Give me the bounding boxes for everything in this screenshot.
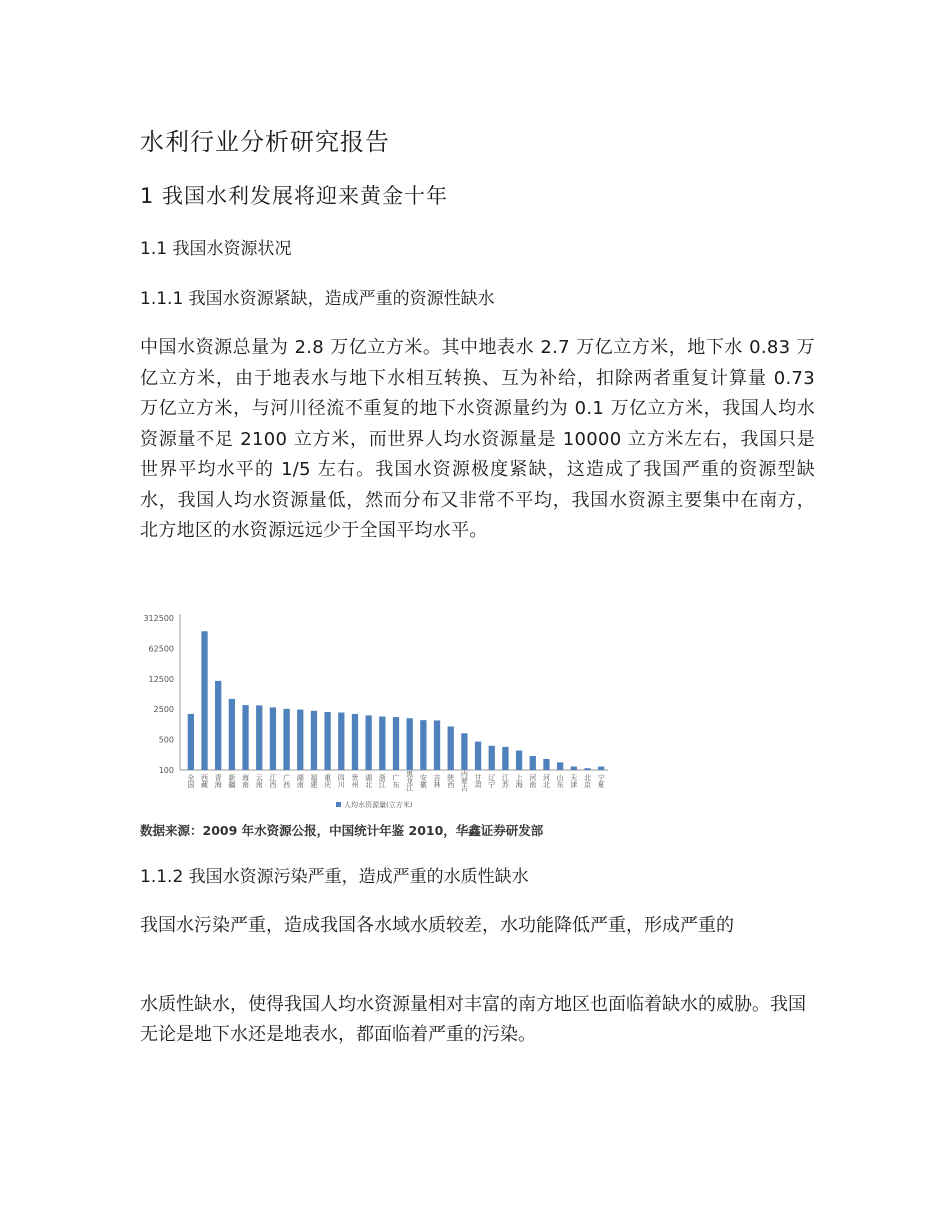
x-category-label: 安徽 <box>419 774 428 788</box>
bar <box>283 709 289 770</box>
bar <box>242 705 248 770</box>
bar <box>256 705 262 770</box>
y-tick-label: 312500 <box>143 614 174 623</box>
bar <box>461 733 467 770</box>
bar <box>557 762 563 770</box>
bar <box>434 720 440 770</box>
x-category-label: 江西 <box>268 774 277 788</box>
y-tick-label: 12500 <box>148 674 174 684</box>
x-category-label: 天津 <box>569 774 578 788</box>
subsubsection-heading-2: 1.1.2 我国水资源污染严重，造成严重的水质性缺水 <box>140 867 529 887</box>
x-category-label: 云南 <box>255 774 264 788</box>
y-tick-label: 100 <box>158 766 174 775</box>
bar <box>215 681 221 770</box>
bar <box>571 767 577 770</box>
subsection-heading: 1.1 我国水资源状况 <box>140 239 292 259</box>
y-tick-label: 62500 <box>148 644 174 654</box>
paragraph-water-resources: 中国水资源总量为 2.8 万亿立方米。其中地表水 2.7 万亿立方米，地下水 0.83 万亿立方米，由于地表水与地下水相互转换、互为补给，扣除两者重复计算量 0.73 万亿立方米，与河川径流不重复的地下水资源量约为 0.1 万亿立方米，我国人均水资源量不足 2100 立方米，而世界人均水资源量是 10000 立方米左右，我国只是世界平均水平的 1/5 左右。我国水资源极度紧缺，这造成了我国严重的资源型缺水，我国人均水资源量低，然而分布又非常不平均，我国水资源主要集中在南方，北方地区的水资源远远少于全国平均水平。 <box>140 337 815 541</box>
bar <box>530 756 536 770</box>
chart-source-note: 数据来源：2009 年水资源公报，中国统计年鉴 2010，华鑫证券研发部 <box>140 823 544 838</box>
bar <box>188 714 194 770</box>
bar <box>393 717 399 770</box>
legend-swatch <box>336 802 341 807</box>
y-tick-label: 2500 <box>153 705 174 715</box>
x-category-label: 重庆 <box>323 774 332 788</box>
bar <box>420 720 426 770</box>
bar <box>270 707 276 770</box>
x-category-label: 西藏 <box>200 774 209 788</box>
report-title: 水利行业分析研究报告 <box>140 128 390 156</box>
x-category-label: 江苏 <box>501 774 510 788</box>
x-category-label: 新疆 <box>227 774 236 788</box>
x-category-label: 福建 <box>309 774 318 788</box>
paragraph-pollution-1: 我国水污染严重，造成我国各水域水质较差，水功能降低严重，形成严重的 <box>140 915 734 936</box>
x-category-label: 河南 <box>528 774 537 788</box>
bar <box>311 711 317 770</box>
bar <box>407 718 413 770</box>
bar <box>502 747 508 770</box>
x-category-label: 海南 <box>241 774 250 788</box>
x-category-label: 河北 <box>542 774 551 788</box>
bar <box>543 759 549 770</box>
bar <box>489 746 495 770</box>
x-category-label: 全国 <box>186 774 195 788</box>
bar <box>365 715 371 770</box>
x-category-label: 湖北 <box>364 774 373 788</box>
x-category-label: 山东 <box>556 774 565 788</box>
bar <box>379 716 385 770</box>
bar <box>297 710 303 770</box>
bar <box>338 712 344 770</box>
bar <box>475 742 481 770</box>
bar <box>516 751 522 770</box>
x-category-label: 湖南 <box>296 774 305 788</box>
x-category-label: 四川 <box>337 774 346 788</box>
bar <box>201 631 207 770</box>
x-category-label: 黑龙江 <box>405 770 414 792</box>
section-heading: 1 我国水利发展将迎来黄金十年 <box>140 184 449 208</box>
bar <box>584 768 590 770</box>
legend-label: 人均水资源量(立方米) <box>344 801 413 809</box>
x-category-label: 青海 <box>214 774 223 788</box>
x-category-label: 宁夏 <box>597 774 606 788</box>
x-category-label: 陕西 <box>446 774 455 788</box>
x-category-label: 贵州 <box>350 774 359 788</box>
x-category-label: 浙江 <box>378 774 387 788</box>
bar <box>598 767 604 770</box>
x-category-label: 广东 <box>392 774 400 788</box>
bar <box>448 727 454 770</box>
x-category-label: 北京 <box>583 774 592 788</box>
x-category-label: 辽宁 <box>487 774 496 788</box>
water-per-capita-chart <box>138 604 616 844</box>
bar <box>352 714 358 770</box>
bar <box>324 712 330 770</box>
x-category-label: 甘肃 <box>474 774 483 788</box>
bar <box>229 699 235 770</box>
y-tick-label: 500 <box>158 735 174 745</box>
x-category-label: 上海 <box>515 774 524 788</box>
x-category-label: 内蒙古 <box>460 770 469 792</box>
x-category-label: 吉林 <box>433 774 442 788</box>
paragraph-pollution-2: 水质性缺水，使得我国人均水资源量相对丰富的南方地区也面临着缺水的威胁。我国无论是地下水还是地表水，都面临着严重的污染。 <box>140 994 806 1045</box>
subsubsection-heading-1: 1.1.1 我国水资源紧缺，造成严重的资源性缺水 <box>140 289 495 309</box>
x-category-label: 广西 <box>282 774 291 788</box>
